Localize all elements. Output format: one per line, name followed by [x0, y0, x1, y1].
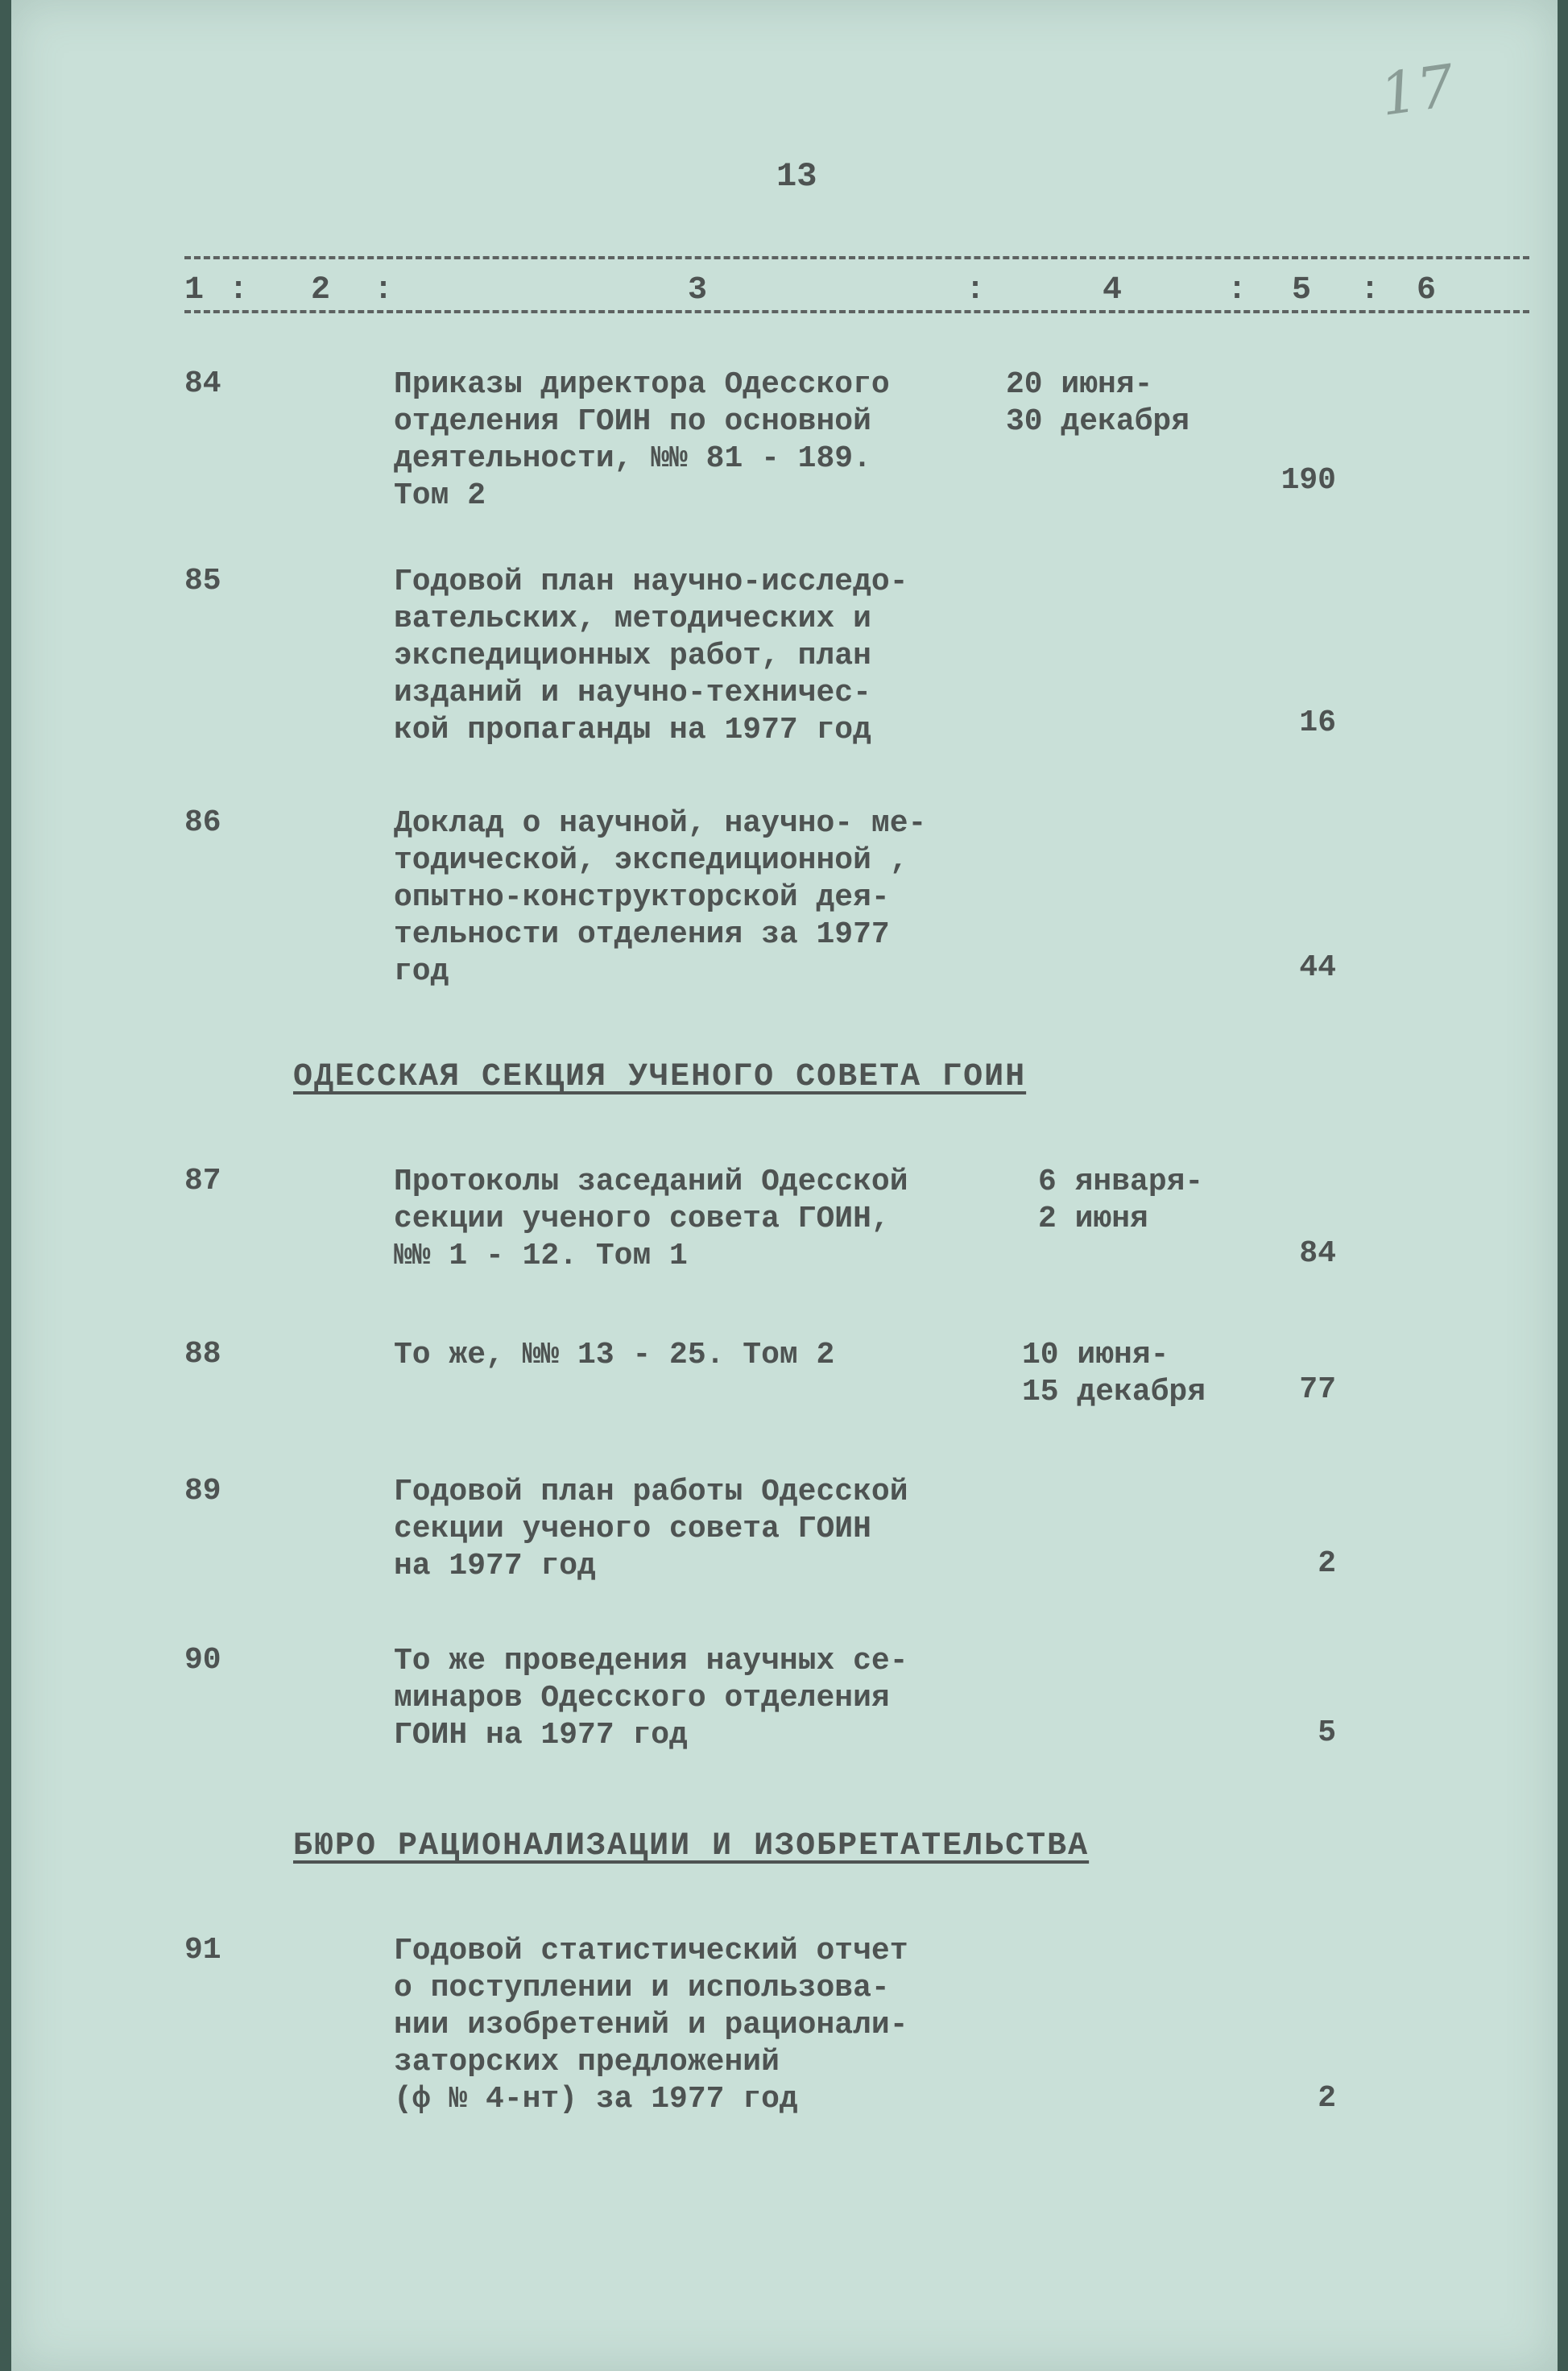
item-sheet-count: 84	[1299, 1236, 1336, 1271]
item-number: 88	[184, 1337, 221, 1372]
item-sheet-count: 190	[1280, 463, 1336, 498]
column-header-1: 1	[184, 272, 205, 308]
column-separator: :	[229, 272, 249, 308]
item-number: 86	[184, 805, 221, 840]
item-dates: 6 января- 2 июня	[1038, 1165, 1204, 1236]
page-number: 13	[776, 157, 817, 196]
item-number: 91	[184, 1933, 221, 1968]
column-header-4: 4	[1103, 272, 1123, 308]
column-separator: :	[1227, 272, 1247, 308]
item-title: То же, №№ 13 - 25. Том 2	[394, 1338, 835, 1372]
header-bottom-rule	[184, 310, 1529, 313]
item-title: Доклад о научной, научно- ме- тодической, экспедиционной , опытно-конструкторской дея- тельности отделения за 1977 год	[394, 806, 927, 989]
column-header-2: 2	[311, 272, 331, 308]
item-dates: 10 июня- 15 декабря	[1022, 1338, 1206, 1409]
column-separator: :	[966, 272, 986, 308]
header-top-rule	[184, 256, 1529, 259]
item-title: Годовой план работы Одесской секции ученого совета ГОИН на 1977 год	[394, 1475, 908, 1583]
item-sheet-count: 77	[1299, 1372, 1336, 1407]
item-title: То же проведения научных се- минаров Одесского отделения ГОИН на 1977 год	[394, 1644, 908, 1752]
item-sheet-count: 5	[1318, 1715, 1336, 1750]
column-header-3: 3	[688, 272, 708, 308]
item-sheet-count: 2	[1318, 2081, 1336, 2116]
item-title: Годовой план научно-исследо- вательских, методических и экспедиционных работ, план изданий и научно-техничес- кой пропаганды на 1977 год	[394, 565, 908, 747]
archive-page	[11, 0, 1558, 2371]
item-sheet-count: 44	[1299, 950, 1336, 985]
item-dates: 20 июня- 30 декабря	[1006, 367, 1190, 439]
item-title: Протоколы заседаний Одесской секции ученого совета ГОИН, №№ 1 - 12. Том 1	[394, 1165, 908, 1273]
item-number: 90	[184, 1643, 221, 1678]
section-heading-rationalization: БЮРО РАЦИОНАЛИЗАЦИИ И ИЗОБРЕТАТЕЛЬСТВА	[293, 1828, 1090, 1864]
item-sheet-count: 16	[1299, 706, 1336, 740]
item-number: 84	[184, 366, 221, 401]
handwritten-folio-number: 17	[1376, 52, 1459, 129]
column-separator: :	[374, 272, 394, 308]
item-number: 85	[184, 564, 221, 598]
section-heading-scientific-council: ОДЕССКАЯ СЕКЦИЯ УЧЕНОГО СОВЕТА ГОИН	[293, 1059, 1027, 1095]
item-number: 89	[184, 1474, 221, 1508]
column-separator: :	[1360, 272, 1380, 308]
item-sheet-count: 2	[1318, 1546, 1336, 1581]
item-title: Годовой статистический отчет о поступлении и использова- нии изобретений и рационали- заторских предложений (ф № 4-нт) за 1977 год	[394, 1934, 908, 2117]
column-header-6: 6	[1417, 272, 1437, 308]
column-header-5: 5	[1292, 272, 1312, 308]
item-title: Приказы директора Одесского отделения ГОИН по основной деятельности, №№ 81 - 189. Том 2	[394, 367, 890, 513]
item-number: 87	[184, 1164, 221, 1198]
